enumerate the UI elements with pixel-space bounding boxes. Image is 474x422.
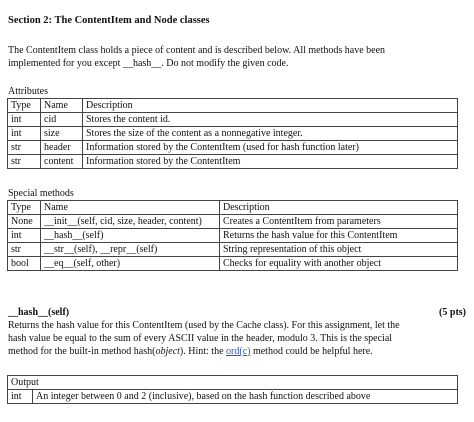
hash-desc-text: method for the built-in method hash(	[8, 346, 156, 357]
column-header-type: Type	[8, 99, 41, 113]
hash-desc-line-2: hash value be equal to the sum of every ASCII value in the header, modulo 3. This is the special	[8, 333, 393, 344]
hash-desc-text: method could be helpful here.	[250, 346, 373, 357]
cell-description: Checks for equality with another object	[220, 257, 458, 271]
hash-method-name: __hash__(self)	[8, 307, 70, 318]
table-header-row	[8, 201, 458, 215]
cell-name: cid	[41, 113, 83, 127]
table-row	[8, 257, 458, 271]
table-row	[8, 243, 458, 257]
table-row	[8, 229, 458, 243]
output-type: int	[8, 390, 33, 404]
hash-desc-line-1: Returns the hash value for this ContentItem (used by the Cache class). For this assignment, let the	[8, 320, 400, 331]
cell-description: Returns the hash value for this ContentItem	[220, 229, 458, 243]
cell-type: str	[8, 243, 41, 257]
column-header-description: Description	[83, 99, 458, 113]
cell-type: str	[8, 141, 41, 155]
cell-type: None	[8, 215, 41, 229]
table-row	[8, 127, 458, 141]
table-header-row	[8, 99, 458, 113]
table-row	[8, 155, 458, 169]
cell-name: size	[41, 127, 83, 141]
table-row	[8, 113, 458, 127]
ord-link[interactable]: ord(c)	[226, 346, 251, 357]
cell-name: __hash__(self)	[41, 229, 220, 243]
table-row	[8, 215, 458, 229]
hash-desc-line-3	[8, 345, 466, 358]
cell-type: str	[8, 155, 41, 169]
attributes-caption: Attributes	[8, 86, 48, 97]
points-label: (5 pts)	[439, 307, 466, 318]
cell-type: bool	[8, 257, 41, 271]
cell-name: __eq__(self, other)	[41, 257, 220, 271]
special-methods-caption: Special methods	[8, 188, 74, 199]
cell-name: __str__(self), __repr__(self)	[41, 243, 220, 257]
cell-name: content	[41, 155, 83, 169]
hash-desc-text: ). Hint: the	[179, 346, 227, 357]
table-row	[8, 390, 458, 404]
column-header-name: Name	[41, 201, 220, 215]
output-header: Output	[8, 376, 458, 390]
cell-description: Stores the content id.	[83, 113, 458, 127]
cell-description: Creates a ContentItem from parameters	[220, 215, 458, 229]
cell-description: Information stored by the ContentItem	[83, 155, 458, 169]
intro-line-1: The ContentItem class holds a piece of content and is described below. All methods have been	[8, 45, 386, 56]
column-header-name: Name	[41, 99, 83, 113]
column-header-description: Description	[220, 201, 458, 215]
cell-description: String representation of this object	[220, 243, 458, 257]
cell-name: header	[41, 141, 83, 155]
hash-method-heading	[8, 306, 466, 319]
cell-type: int	[8, 229, 41, 243]
table-row	[8, 141, 458, 155]
cell-name: __init__(self, cid, size, header, content)	[41, 215, 220, 229]
object-italic: object	[155, 346, 180, 357]
cell-type: int	[8, 127, 41, 141]
cell-description: Stores the size of the content as a nonnegative integer.	[83, 127, 458, 141]
cell-description: Information stored by the ContentItem (used for hash function later)	[83, 141, 458, 155]
section-title: Section 2: The ContentItem and Node classes	[8, 15, 210, 26]
cell-type: int	[8, 113, 41, 127]
column-header-type: Type	[8, 201, 41, 215]
attributes-table	[7, 98, 458, 169]
output-description: An integer between 0 and 2 (inclusive), based on the hash function described above	[33, 390, 458, 404]
hash-description	[8, 319, 466, 358]
intro-line-2: implemented for you except __hash__. Do not modify the given code.	[8, 58, 289, 69]
special-methods-table	[7, 200, 458, 271]
table-header-row	[8, 376, 458, 390]
output-table	[7, 375, 458, 404]
